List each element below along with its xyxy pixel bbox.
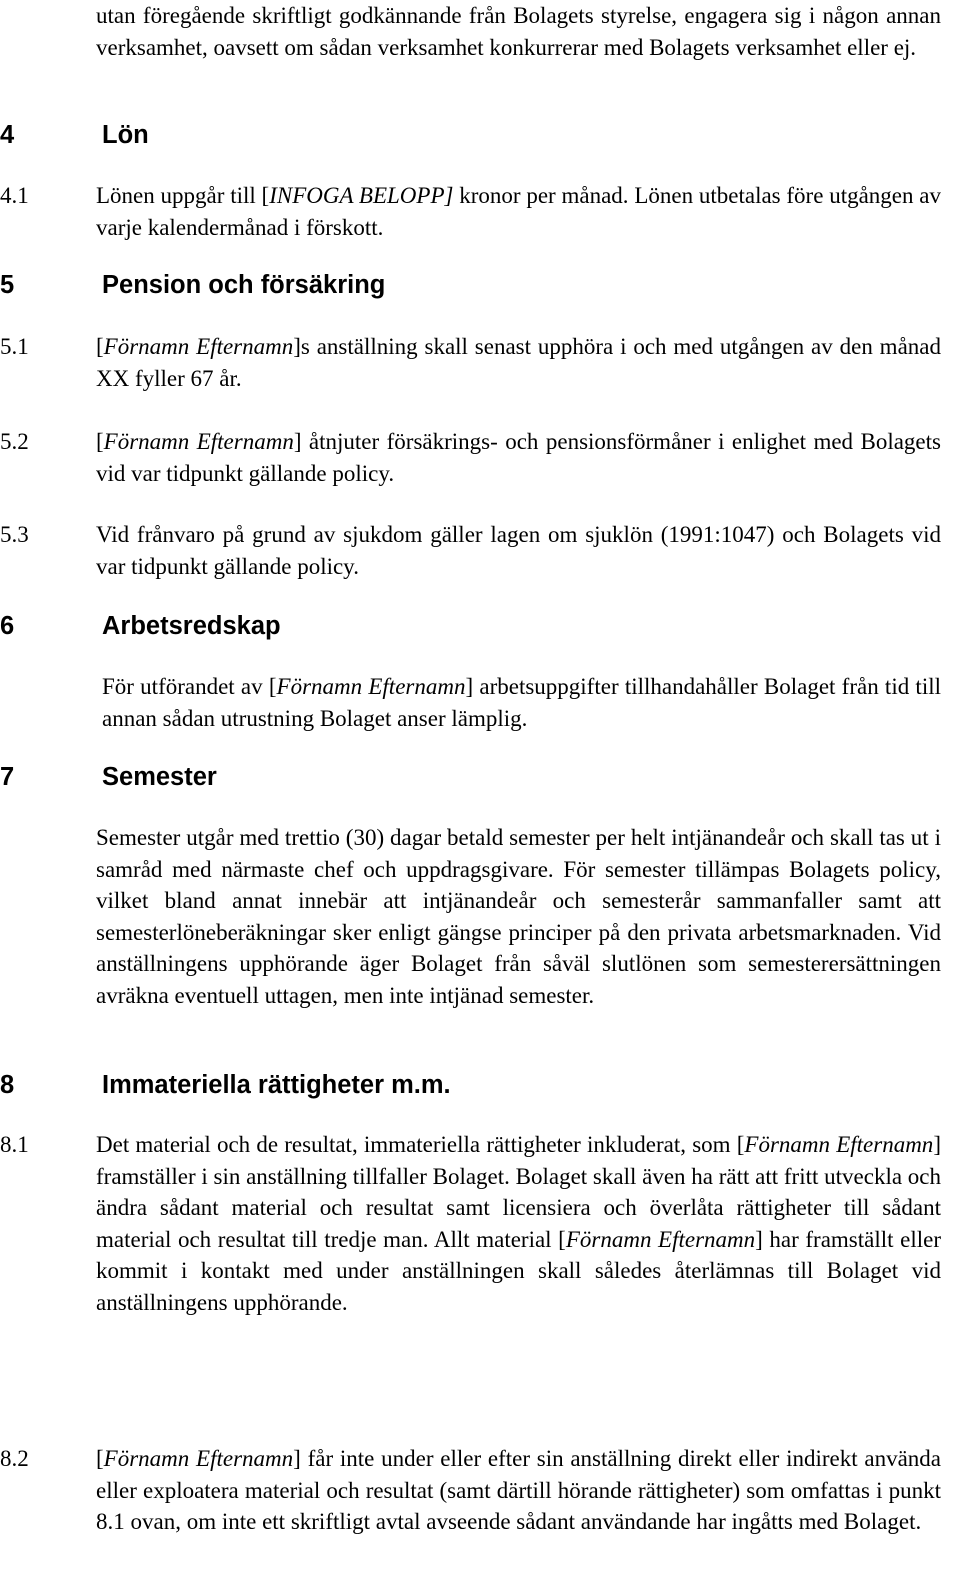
intro-text: utan föregående skriftligt godkännande från Bolagets styrelse, engagera sig i någon annan verksamhet, oavsett om sådan verksamhet konkurrerar med Bolagets verksamhet eller ej. — [96, 3, 941, 60]
section-number: 8 — [0, 1071, 15, 1099]
section-title: Semester — [102, 763, 217, 791]
clause-text: Vid frånvaro på grund av sjukdom gäller lagen om sjuklön (1991:1047) och Bolagets vid var tidpunkt gällande policy. — [96, 522, 941, 579]
section-number: 4 — [0, 121, 15, 149]
clause-text: Lönen uppgår till [INFOGA BELOPP] kronor per månad. Lönen utbetalas före utgången av varje kalendermånad i förskott. — [96, 183, 942, 240]
section-title: Pension och försäkring — [102, 271, 386, 299]
paragraph-text: Semester utgår med trettio (30) dagar betald semester per helt intjänandeår och skall tas ut i samråd med närmaste chef och uppdragsgivare. För semester tillämpas Bolagets policy, vilket bland annat innebär att intjänandeår och semesterår sammanfaller samt att semesterlöneberäkningar sker enligt gängse principer på den privata arbetsmarknaden. Vid anställningens upphörande äger Bolaget från såväl slutlönen som semesterersättningen avräkna eventuell uttagen, men inte intjänad semester. — [96, 825, 941, 1008]
clause-number: 5.2 — [0, 429, 29, 454]
clause-number: 5.3 — [0, 522, 29, 547]
clause-text: [Förnamn Efternamn]s anställning skall senast upphöra i och med utgången av den månad XX fyller 67 år. — [96, 334, 941, 391]
section-title: Arbetsredskap — [102, 612, 281, 640]
section-number: 7 — [0, 763, 15, 791]
clause-text: [Förnamn Efternamn] får inte under eller efter sin anställning direkt eller indirekt använda eller exploatera material och resultat (samt därtill hörande rättigheter) som omfattas i punkt 8.1 ovan, om inte ett skriftligt avtal avseende sådant användande har ingåtts med Bolaget. — [96, 1446, 941, 1534]
section-number: 5 — [0, 271, 15, 299]
paragraph-text: För utförandet av [Förnamn Efternamn] arbetsuppgifter tillhandahåller Bolaget från tid till annan sådan utrustning Bolaget anser lämplig. — [102, 674, 941, 731]
clause-number: 5.1 — [0, 334, 29, 359]
clause-text: Det material och de resultat, immateriella rättigheter inkluderat, som [Förnamn Efternamn] framställer i sin anställning tillfaller Bolaget. Bolaget skall även ha rätt att fritt utveckla och ändra sådant material och resultat samt licensiera och överlåta rättigheter till sådant material och resultat till tredje man. Allt material [Förnamn Efternamn] har framställt eller kommit i kontakt med under anställningen skall således återlämnas till Bolaget vid anställningens upphörande. — [96, 1132, 941, 1315]
section-number: 6 — [0, 612, 15, 640]
section-title: Lön — [102, 121, 149, 149]
section-title: Immateriella rättigheter m.m. — [102, 1071, 451, 1099]
clause-number: 4.1 — [0, 183, 29, 208]
clause-number: 8.1 — [0, 1132, 29, 1157]
clause-number: 8.2 — [0, 1446, 29, 1471]
clause-text: [Förnamn Efternamn] åtnjuter försäkrings- och pensionsförmåner i enlighet med Bolagets vid var tidpunkt gällande policy. — [96, 429, 941, 486]
